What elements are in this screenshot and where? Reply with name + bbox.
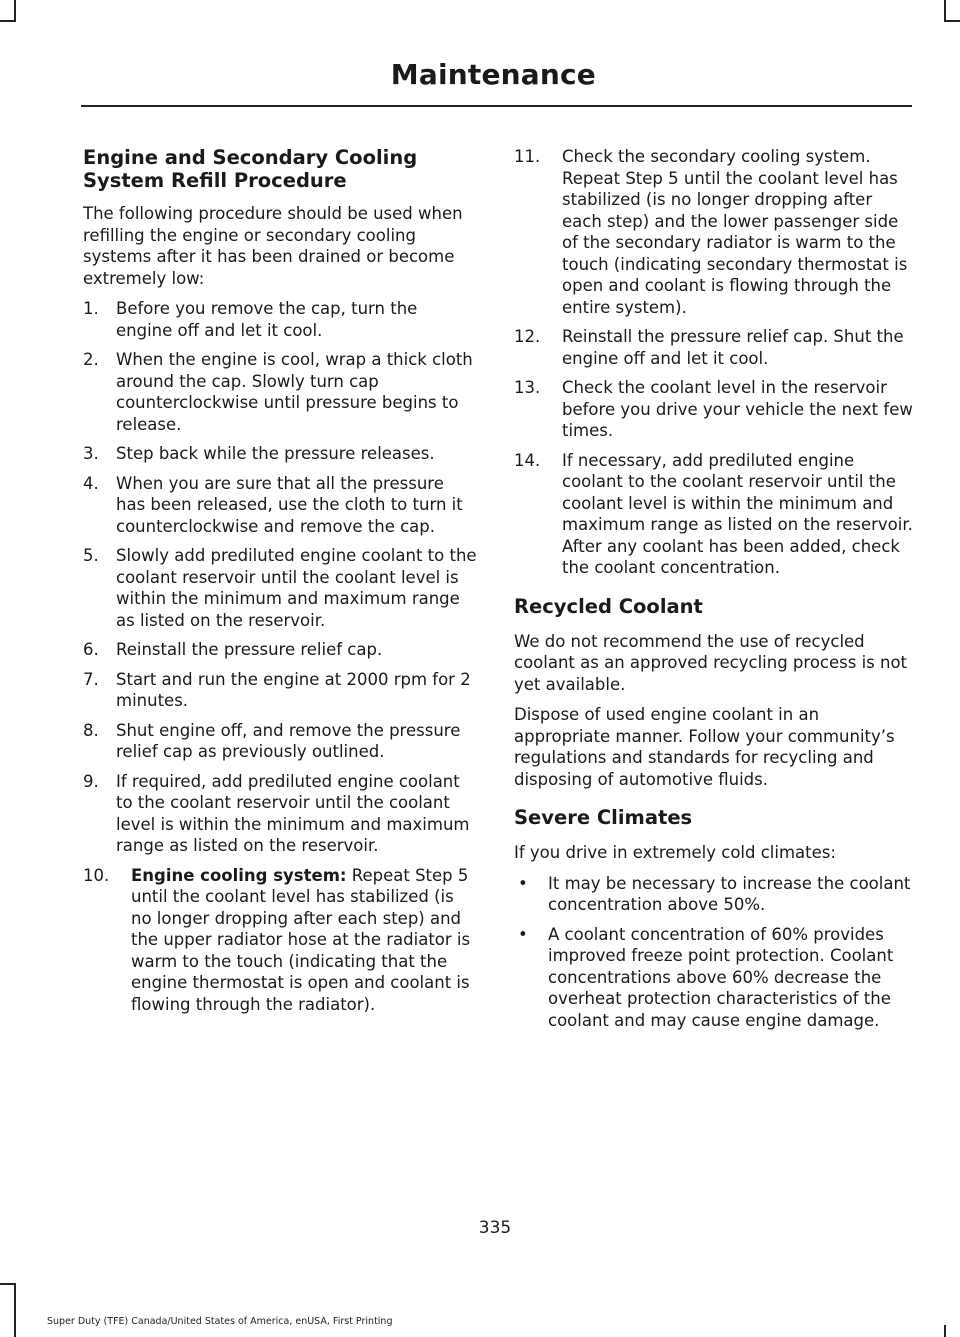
step-text: Reinstall the pressure relief cap. — [116, 640, 383, 659]
right-column — [514, 146, 914, 1039]
list-item — [83, 545, 478, 631]
refill-procedure-heading: Engine and Secondary Cooling System Refill Procedure — [83, 146, 418, 192]
step-text: Reinstall the pressure relief cap. Shut the engine off and let it cool. — [562, 327, 904, 368]
list-item — [514, 450, 914, 579]
list-item — [514, 873, 914, 916]
step-number: 5. — [83, 546, 99, 565]
page-number: 335 — [478, 1218, 512, 1238]
step-number: 10. — [83, 865, 110, 885]
step-text: Before you remove the cap, turn the engine off and let it cool. — [116, 299, 418, 340]
step-number: 11. — [514, 147, 541, 166]
recycled-paragraph-1: We do not recommend the use of recycled coolant as an approved recycling process is not yet available. — [514, 631, 908, 694]
crop-mark-top-right-h — [944, 20, 960, 22]
step-text: Shut engine off, and remove the pressure relief cap as previously outlined. — [116, 720, 461, 761]
bullet-text: A coolant concentration of 60% provides improved freeze point protection. Coolant concentrations above 60% decrease the overheat protection characteristics of the coolant and may cause engine damage. — [548, 924, 894, 1030]
list-item — [83, 669, 478, 712]
step-number: 13. — [514, 378, 541, 397]
step-text: When you are sure that all the pressure has been released, use the cloth to turn it counterclockwise and remove the cap. — [116, 473, 463, 536]
crop-mark-top-right-v — [944, 0, 946, 22]
severe-intro-paragraph: If you drive in extremely cold climates: — [514, 843, 836, 862]
list-item — [83, 720, 478, 763]
list-item — [514, 326, 914, 369]
list-item — [83, 443, 478, 465]
step-text: Repeat Step 5 until the coolant level has stabilized (is no longer dropping after each step) and the upper radiator hose at the radiator is warm to the touch (indicating that the engine thermostat is open and coolant is flowing through the radiator). — [131, 865, 471, 1014]
step-number: 1. — [83, 299, 99, 318]
page-section-title: Maintenance — [390, 58, 596, 91]
step-text: Check the coolant level in the reservoir before you drive your vehicle the next few times. — [562, 378, 913, 440]
step-number: 14. — [514, 450, 541, 470]
severe-bullets-list — [514, 873, 914, 1032]
crop-mark-bottom-right-v — [944, 1325, 946, 1337]
crop-mark-bottom-left-v — [14, 1283, 16, 1337]
header-divider — [81, 105, 912, 107]
step-lead-label: Engine cooling system: — [131, 865, 347, 885]
list-item — [83, 771, 478, 857]
left-column — [83, 146, 478, 1023]
list-item — [83, 865, 478, 1016]
bullet-icon: • — [518, 873, 528, 893]
bullet-text: It may be necessary to increase the coolant concentration above 50%. — [548, 873, 911, 914]
list-item — [83, 298, 478, 341]
step-number: 3. — [83, 444, 99, 463]
refill-intro-paragraph: The following procedure should be used when refilling the engine or secondary cooling systems after it has been drained or become extremely low: — [83, 204, 463, 288]
step-text: Check the secondary cooling system. Repeat Step 5 until the coolant level has stabilized (is no longer dropping after each step) and the lower passenger side of the secondary radiator is warm to the touch (indicating secondary thermostat is open and coolant is flowing through the entire system). — [562, 147, 908, 317]
severe-climates-heading: Severe Climates — [514, 806, 693, 829]
step-text: If necessary, add prediluted engine coolant to the coolant reservoir until the coolant level is within the minimum and maximum range as listed on the reservoir. After any coolant has been added, check the coolant concentration. — [562, 450, 913, 577]
recycled-paragraph-2: Dispose of used engine coolant in an appropriate manner. Follow your community’s regulations and standards for recycling and disposing of automotive fluids. — [514, 705, 895, 789]
step-number: 9. — [83, 771, 99, 791]
list-item — [83, 349, 478, 435]
refill-steps-list — [83, 298, 478, 1015]
list-item — [83, 473, 478, 538]
crop-mark-bottom-left-h — [0, 1283, 16, 1285]
step-text: If required, add prediluted engine coolant to the coolant reservoir until the coolant level is within the minimum and maximum range as listed on the reservoir. — [116, 771, 470, 855]
step-text: When the engine is cool, wrap a thick cloth around the cap. Slowly turn cap counterclockwise until pressure begins to release. — [116, 350, 473, 434]
step-text: Step back while the pressure releases. — [116, 444, 435, 463]
refill-steps-continued-list — [514, 146, 914, 579]
bullet-icon: • — [518, 924, 528, 944]
list-item — [514, 377, 914, 442]
step-number: 12. — [514, 327, 541, 346]
recycled-coolant-heading: Recycled Coolant — [514, 594, 703, 618]
list-item — [514, 146, 914, 318]
step-number: 6. — [83, 640, 99, 659]
list-item — [83, 639, 478, 661]
step-number: 2. — [83, 350, 99, 369]
step-text: Start and run the engine at 2000 rpm for 2 minutes. — [116, 669, 471, 710]
step-number: 4. — [83, 473, 99, 493]
step-text: Slowly add prediluted engine coolant to the coolant reservoir until the coolant level is within the minimum and maximum range as listed on the reservoir. — [116, 546, 477, 630]
crop-mark-top-left-v — [14, 0, 16, 22]
crop-mark-top-left-h — [0, 20, 16, 22]
list-item — [514, 924, 914, 1032]
footer-edition-text: Super Duty (TFE) Canada/United States of America, enUSA, First Printing — [47, 1316, 393, 1327]
step-number: 8. — [83, 720, 99, 740]
step-number: 7. — [83, 669, 99, 689]
